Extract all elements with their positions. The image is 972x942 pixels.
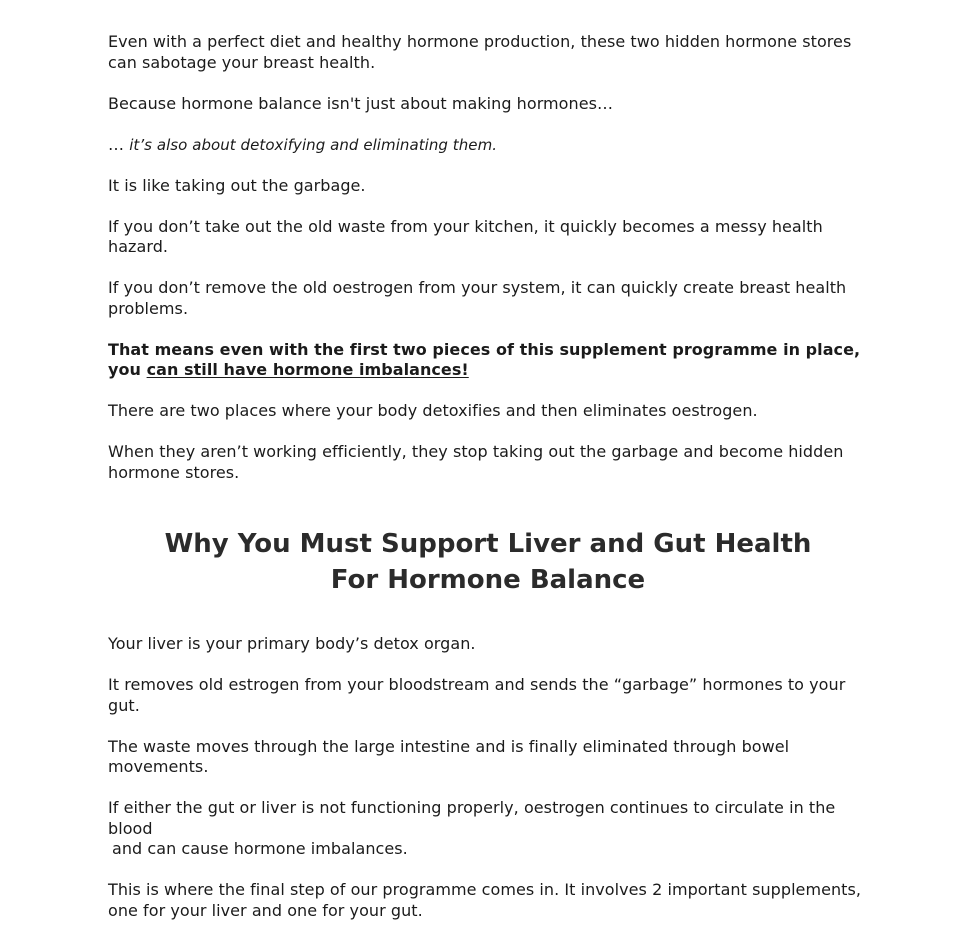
garbage-paragraph: It is like taking out the garbage. — [108, 175, 366, 195]
detox-italic-text: it’s also about detoxifying and eliminating them. — [129, 135, 498, 154]
imbalance-link[interactable]: can still have hormone imbalances! — [146, 360, 469, 379]
hidden-stores-paragraph: When they aren’t working efficiently, they stop taking out the garbage and become hidden hormone stores. — [108, 442, 844, 482]
two-places-paragraph: There are two places where your body detoxifies and then eliminates oestrogen. — [108, 401, 758, 420]
imbalance-warning-text: That means even with the first two pieces of this supplement programme in place, you — [108, 339, 861, 379]
gut-liver-line-1: If either the gut or liver is not functioning properly, oestrogen continues to circulate in the blood — [108, 798, 836, 838]
oestrogen-paragraph: If you don’t remove the old oestrogen from your system, it can quickly create breast health problems. — [108, 278, 847, 318]
kitchen-paragraph: If you don’t take out the old waste from your kitchen, it quickly becomes a messy health hazard. — [108, 216, 823, 256]
imbalance-warning-paragraph — [108, 340, 868, 381]
waste-paragraph: The waste moves through the large intestine and is finally eliminated through bowel movements. — [108, 736, 790, 776]
liver-paragraph: Your liver is your primary body’s detox organ. — [108, 634, 476, 653]
hormone-balance-paragraph: Because hormone balance isn't just about making hormones… — [108, 93, 614, 113]
detox-ellipsis: … — [108, 134, 130, 154]
article-body — [108, 32, 868, 942]
final-step-paragraph: This is where the final step of our programme comes in. It involves 2 important supplements, one for your liver and one for your gut. — [108, 880, 862, 920]
section-heading: Why You Must Support Liver and Gut Health For Hormone Balance — [164, 529, 812, 595]
gut-liver-paragraph — [108, 798, 868, 860]
estrogen-removal-paragraph: It removes old estrogen from your bloodstream and sends the “garbage” hormones to your gut. — [108, 675, 846, 715]
gut-liver-line-2: and can cause hormone imbalances. — [112, 839, 408, 858]
intro-paragraph: Even with a perfect diet and healthy hormone production, these two hidden hormone stores can sabotage your breast health. — [108, 32, 852, 72]
detox-paragraph — [108, 135, 868, 156]
